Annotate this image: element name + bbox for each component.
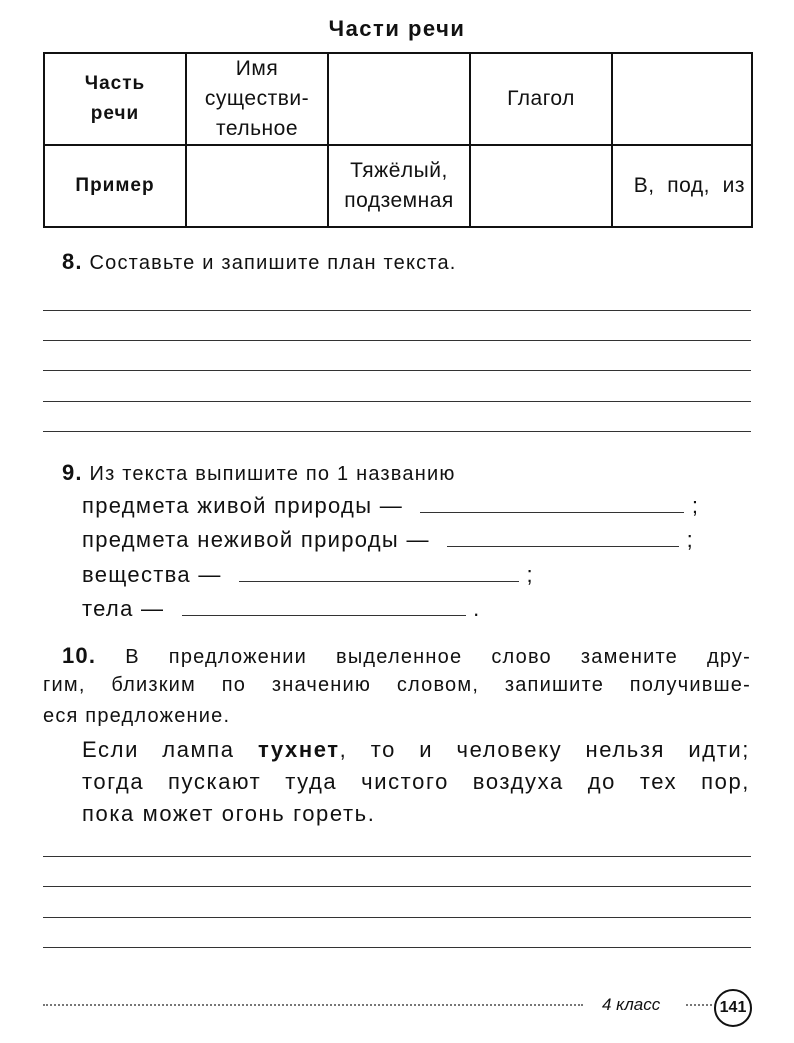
answer-blank[interactable] [182,597,466,616]
table-cell[interactable] [612,145,752,227]
task-text: еся предложение. [43,705,231,727]
table-cell-text: существи- [204,87,310,110]
sentence-line: тогда пускают туда чистого воздуха до тех пор, [82,769,750,794]
task-10-line [62,643,751,669]
fill-label: предмета живой природы — [82,493,404,518]
table-cell-text: Имя [235,57,279,80]
table-row [44,53,752,145]
table-row [44,145,752,227]
fill-line-nonliving [82,527,694,553]
answer-line[interactable] [43,310,751,311]
answer-blank[interactable] [239,563,519,582]
table-header-text: Пример [75,175,155,196]
page-title: Части речи [328,16,466,41]
footer-divider [43,1004,583,1006]
table-cell[interactable] [186,53,328,145]
task-8 [62,249,457,275]
table-cell-empty[interactable] [328,53,470,145]
grade-label: 4 класс [602,995,661,1014]
table-cell-text: Тяжёлый, [350,159,448,182]
task-10-line [43,674,751,697]
task-text: гим, близким по значению словом, запишите получивше- [43,674,751,696]
table-cell [44,145,186,227]
sentence-text: , то и человеку нельзя идти; [339,737,750,762]
answer-line[interactable] [43,340,751,341]
table-cell-text: Глагол [507,87,575,110]
fill-end: . [473,596,481,621]
table-cell-empty[interactable] [612,53,752,145]
fill-line-body [82,596,481,622]
table-cell [44,53,186,145]
fill-line-living [82,493,699,519]
sentence-text: Если лампа [82,737,235,762]
table-cell-text: подземная [344,189,454,212]
sentence-block [82,734,750,830]
fill-end: ; [526,562,534,587]
task-text: Из текста выпишите по 1 названию [89,463,456,485]
footer-divider [686,1004,712,1006]
page-number: 141 [714,989,752,1027]
answer-line[interactable] [43,917,751,918]
task-text: В предложении выделенное слово замените дру- [125,646,751,668]
answer-line[interactable] [43,401,751,402]
fill-label: тела — [82,596,165,621]
table-cell[interactable] [328,145,470,227]
answer-line[interactable] [43,947,751,948]
table-cell-text: В, под, из [633,174,745,197]
table-cell-text: тельное [215,117,298,140]
task-number: 8. [62,249,83,274]
table-header-text: Часть [84,73,146,94]
fill-end: ; [691,493,700,518]
answer-blank[interactable] [420,494,684,513]
table-cell-empty[interactable] [186,145,328,227]
task-number: 10. [62,643,97,668]
sentence-line: пока может огонь гореть. [82,801,376,826]
task-9 [62,460,456,486]
table-header-text: речи [90,103,140,124]
answer-blank[interactable] [447,528,679,547]
parts-of-speech-table [43,52,753,228]
fill-end: ; [686,527,695,552]
task-text: Составьте и запишите план текста. [89,252,457,274]
table-cell-empty[interactable] [470,145,612,227]
answer-line[interactable] [43,370,751,371]
fill-label: предмета неживой природы — [82,527,430,552]
highlighted-word: тухнет [257,737,340,762]
fill-line-substance [82,562,534,588]
table-cell[interactable] [470,53,612,145]
answer-line[interactable] [43,431,751,432]
task-number: 9. [62,460,83,485]
fill-label: вещества — [82,562,222,587]
task-10-line [43,705,230,728]
answer-line[interactable] [43,886,751,887]
answer-line[interactable] [43,856,751,857]
sentence-line [82,734,750,766]
